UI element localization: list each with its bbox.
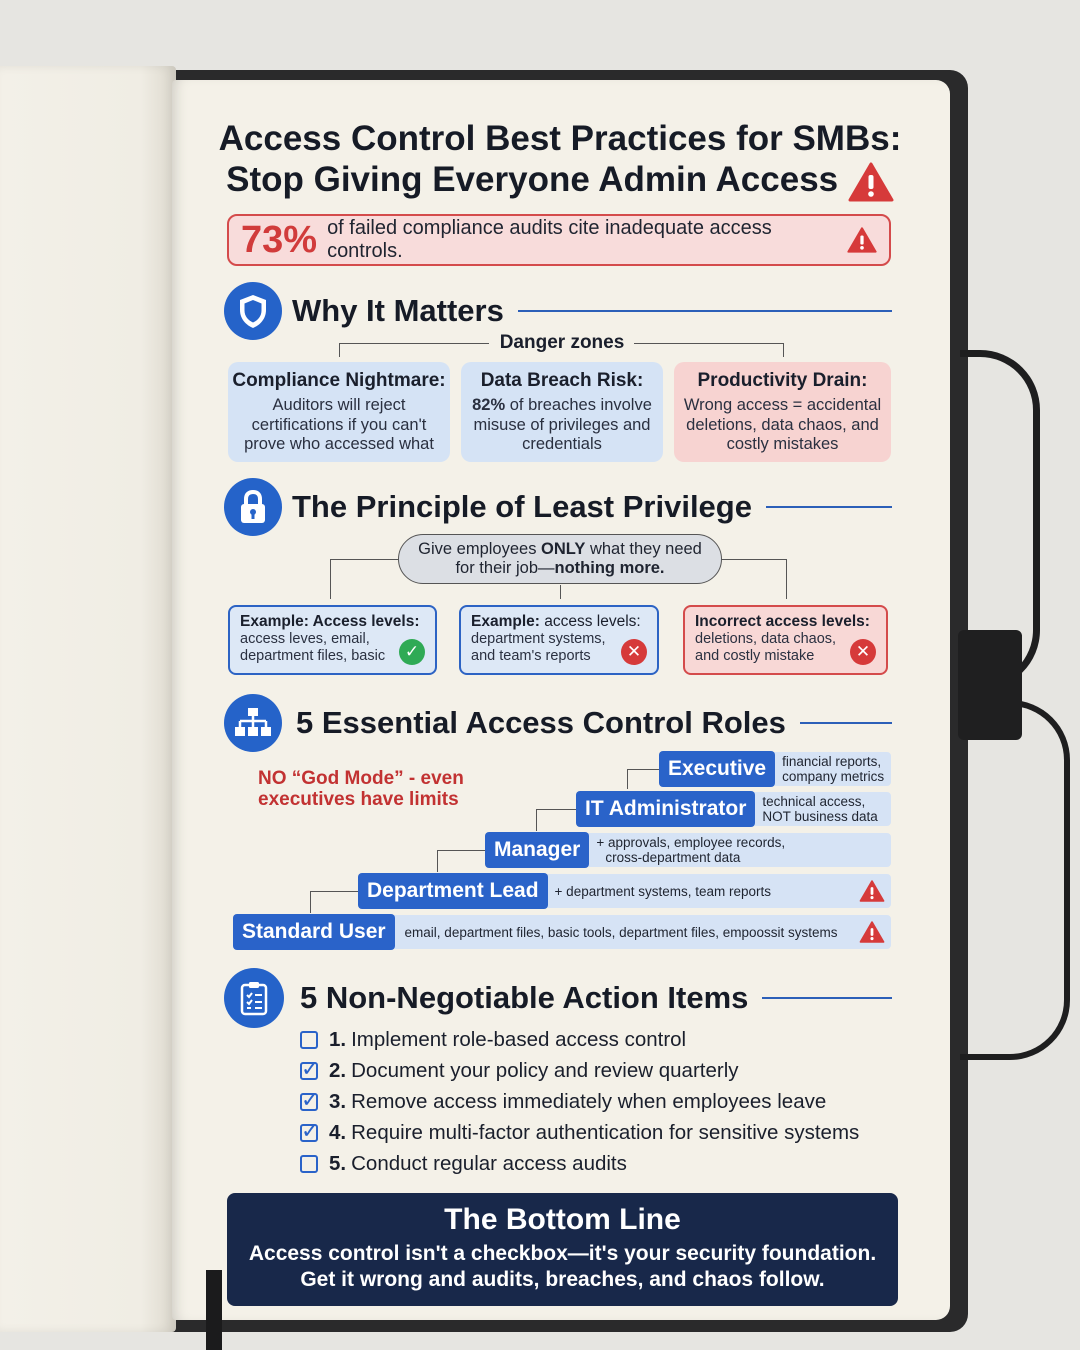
example-card-3: Incorrect access levels: deletions, data chaos, and costly mistake ✕ <box>683 605 888 675</box>
role-row-it-admin: IT Administrator technical access, NOT business data <box>576 792 891 826</box>
role-row-manager: Manager + approvals, employee records, cross-department data <box>485 833 891 867</box>
roles-heading <box>224 694 892 752</box>
stat-text: of failed compliance audits cite inadequate access controls. <box>327 217 772 262</box>
connector <box>330 559 400 599</box>
bottom-line-title: The Bottom Line <box>444 1203 681 1236</box>
principle-title: The Principle of Least Privilege <box>292 489 752 524</box>
connector <box>536 809 576 831</box>
roles-title: 5 Essential Access Control Roles <box>296 705 786 740</box>
role-row-standard-user: Standard User email, department files, basic tools, department files, empoossit systems <box>233 915 891 949</box>
connector <box>634 343 784 357</box>
role-label: Manager <box>485 832 589 868</box>
connector <box>437 850 485 872</box>
role-label: IT Administrator <box>576 791 755 827</box>
elastic-band-lower <box>960 700 1070 1060</box>
card-breach: Data Breach Risk: 82% of breaches involve misuse of privileges and credentials <box>461 362 663 462</box>
lock-icon <box>224 478 282 536</box>
pen-strap <box>958 630 1022 740</box>
action-item-4[interactable]: ✓ 4. Require multi-factor authentication for sensitive systems <box>301 1117 860 1144</box>
stat-banner <box>227 214 891 266</box>
role-label: Department Lead <box>358 873 548 909</box>
warning-icon <box>848 162 894 202</box>
divider <box>518 310 892 312</box>
checkbox-checked[interactable] <box>300 1055 320 1081</box>
stat-value: 73% <box>241 218 318 261</box>
title-line-1: Access Control Best Practices for SMBs: <box>218 119 902 158</box>
principle-heading <box>224 478 892 536</box>
connector <box>339 343 489 357</box>
check-icon: ✓ <box>399 639 425 665</box>
check-icon: ✓ <box>301 1055 320 1081</box>
title-line-2: Stop Giving Everyone Admin Access <box>200 159 920 202</box>
actions-heading <box>224 968 892 1028</box>
checkbox-checked[interactable] <box>300 1117 320 1143</box>
danger-zones-label: Danger zones <box>490 332 634 354</box>
action-list <box>300 1024 859 1179</box>
card-compliance: Compliance Nightmare: Auditors will reject certifications if you can't prove who accessed what <box>228 362 450 462</box>
shield-icon <box>224 282 282 340</box>
x-icon: ✕ <box>621 639 647 665</box>
connector <box>560 585 561 599</box>
checkbox-unchecked[interactable] <box>300 1031 318 1049</box>
actions-title: 5 Non-Negotiable Action Items <box>300 980 749 1015</box>
org-chart-icon <box>224 694 282 752</box>
page-title <box>200 118 920 202</box>
role-label: Standard User <box>233 914 395 950</box>
action-item-2[interactable]: ✓ 2. Document your policy and review quarterly <box>301 1055 739 1082</box>
warning-icon <box>847 227 877 253</box>
divider <box>766 506 892 508</box>
role-label: Executive <box>659 751 775 787</box>
divider <box>762 997 892 999</box>
checkbox-unchecked[interactable] <box>300 1155 318 1173</box>
why-title: Why It Matters <box>292 293 504 328</box>
connector <box>310 891 360 913</box>
checkbox-checked[interactable] <box>300 1086 320 1112</box>
role-row-dept-lead: Department Lead + department systems, team reports <box>358 874 891 908</box>
bookmark-ribbon <box>206 1270 222 1350</box>
action-item-3[interactable]: ✓ 3. Remove access immediately when employees leave <box>301 1086 827 1113</box>
connector <box>627 769 659 789</box>
example-card-1: Example: Access levels: access leves, email, department files, basic ✓ <box>228 605 437 675</box>
example-card-2: Example: access levels: department systems, and team's reports ✕ <box>459 605 659 675</box>
card-productivity: Productivity Drain: Wrong access = accidental deletions, data chaos, and costly mistakes <box>674 362 891 462</box>
connector <box>721 559 787 599</box>
x-icon: ✕ <box>850 639 876 665</box>
bottom-line-banner <box>227 1193 898 1306</box>
action-item-1[interactable]: 1. Implement role-based access control <box>300 1024 859 1055</box>
warning-icon <box>859 921 885 943</box>
clipboard-icon <box>224 968 284 1028</box>
god-mode-note: NO “God Mode” - even executives have limits <box>258 768 464 810</box>
role-row-executive: Executive financial reports, company metrics <box>659 752 891 786</box>
divider <box>800 722 892 724</box>
check-icon: ✓ <box>301 1086 320 1112</box>
left-page <box>0 66 176 1332</box>
warning-icon <box>859 880 885 902</box>
action-item-5[interactable]: 5. Conduct regular access audits <box>300 1148 859 1179</box>
least-privilege-pill: Give employees ONLY what they need for their job—nothing more. <box>398 534 722 584</box>
check-icon: ✓ <box>301 1117 320 1143</box>
bottom-line-body: Access control isn't a checkbox—it's your security foundation. Get it wrong and audits, breaches, and chaos follow. <box>248 1242 877 1291</box>
